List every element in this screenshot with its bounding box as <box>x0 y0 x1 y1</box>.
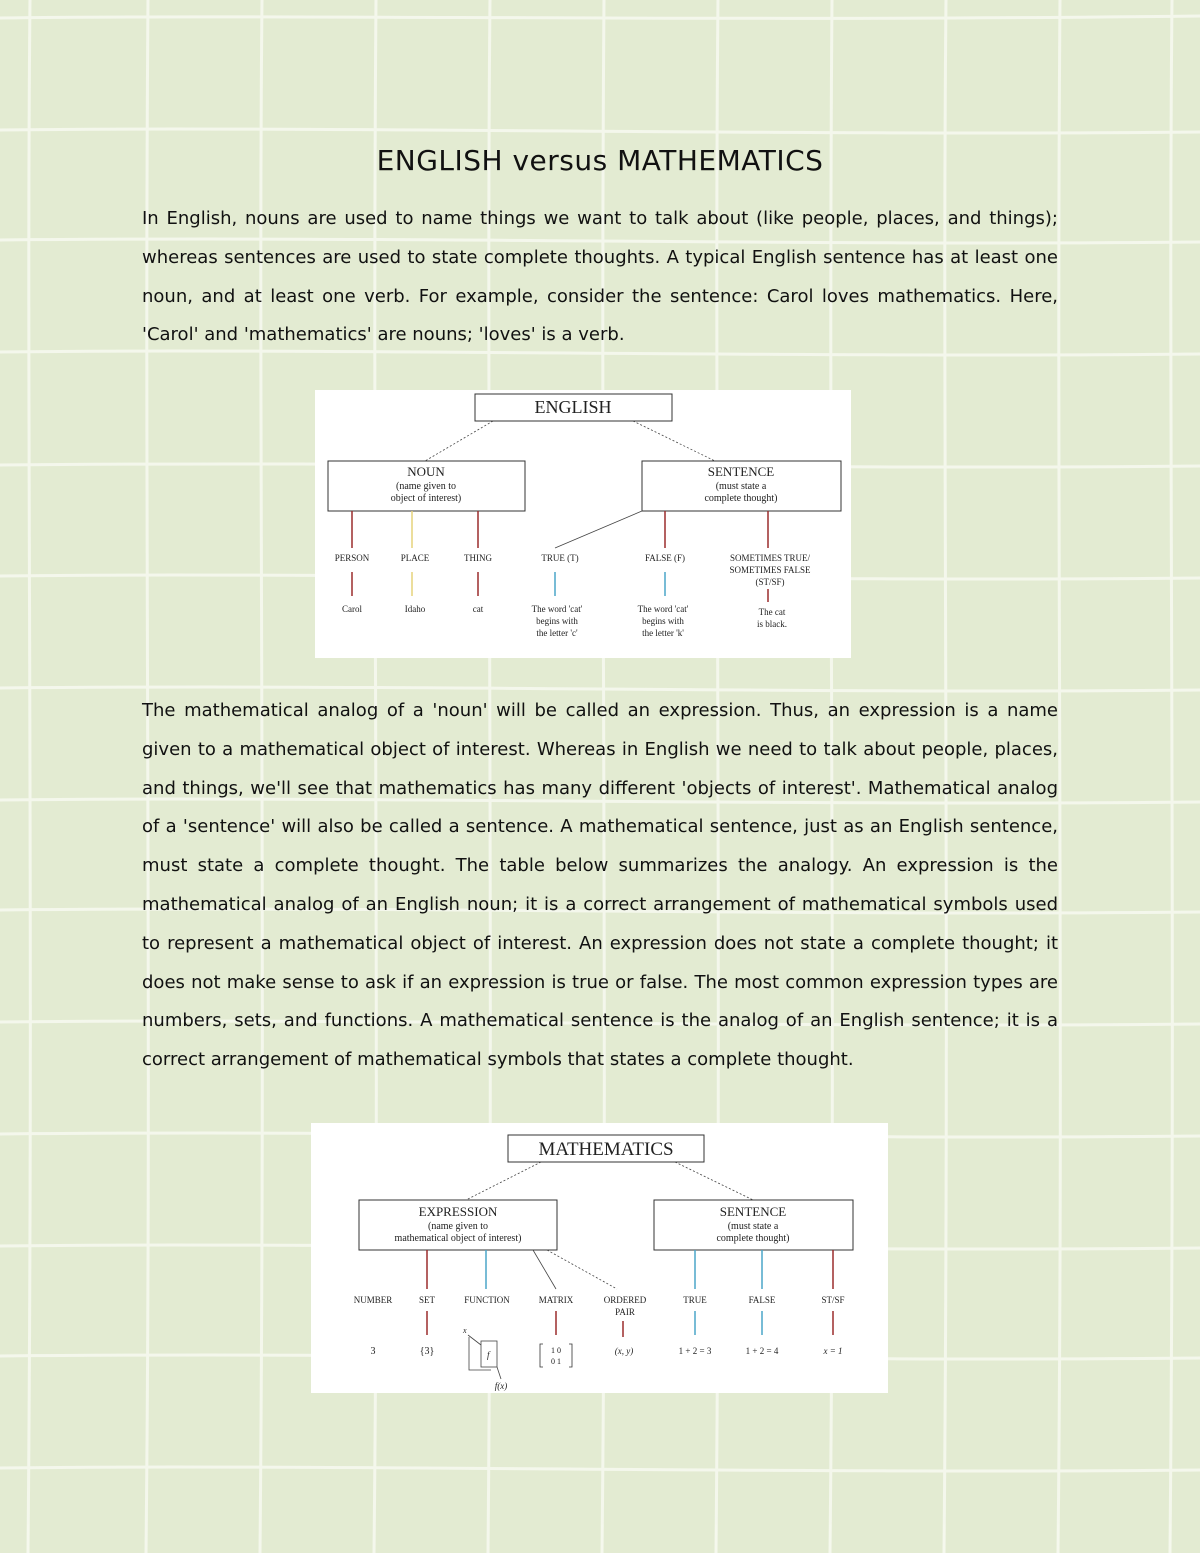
sentence-title: SENTENCE <box>707 464 775 479</box>
mathematics-diagram <box>311 1123 888 1393</box>
category-function: FUNCTION <box>464 1295 510 1305</box>
example-true: 1 + 2 = 3 <box>678 1346 712 1356</box>
example-function-fx: f(x) <box>494 1381 508 1391</box>
example-false-line-2: begins with <box>642 616 684 626</box>
example-true-line-3: the letter 'c' <box>536 628 578 638</box>
noun-title: NOUN <box>407 464 445 479</box>
category-person: PERSON <box>334 553 370 563</box>
example-set: {3} <box>419 1346 435 1357</box>
example-function-x: x <box>463 1326 467 1335</box>
math-sentence-desc-line-1: (must state a <box>727 1221 779 1232</box>
intro-paragraph: In English, nouns are used to name things we want to talk about (like people, places, and things); whereas sentences are used to state complete thoughts. A typical English sentence has at least one noun, and at least one verb. For example, consider the sentence: Carol loves mathematics. Here, 'Carol' and 'mathematics' are nouns; 'loves' is a verb. <box>142 208 1058 346</box>
function-example <box>462 1326 507 1391</box>
analogy-paragraph: The mathematical analog of a 'noun' will be called an expression. Thus, an expression is a name given to a mathematical object of interest. Whereas in English we need to talk about people, places, and things, we'll see that mathematics has many different 'objects of interest'. Mathematical analog of a 'sentence' will also be called a sentence. A mathematical sentence, just as an English sentence, must state a complete thought. The table below summarizes the analogy. An expression is the mathematical analog of an English noun; it is a correct arrangement of mathematical symbols used to represent a mathematical object of interest. An expression does not state a complete thought; it does not make sense to ask if an expression is true or false. The most common expression types are numbers, sets, and functions. A mathematical sentence is the analog of an English sentence; it is a correct arrangement of mathematical symbols that states a complete thought. <box>142 700 1058 1071</box>
category-matrix: MATRIX <box>538 1295 574 1305</box>
example-true-line-1: The word 'cat' <box>531 604 583 614</box>
category-thing: THING <box>464 553 492 563</box>
example-place: Idaho <box>404 604 426 614</box>
expression-desc-line-1: (name given to <box>428 1221 488 1232</box>
sentence-desc-line-1: (must state a <box>715 481 767 492</box>
category-number: NUMBER <box>353 1295 393 1305</box>
noun-desc-line-2: object of interest) <box>390 493 462 504</box>
category-st-sf: ST/SF <box>821 1295 845 1305</box>
category-st-sf-line-1: SOMETIMES TRUE/ <box>729 553 811 563</box>
example-stsf: x = 1 <box>823 1346 843 1356</box>
math-root-label: MATHEMATICS <box>538 1139 674 1160</box>
example-false-line-3: the letter 'k' <box>642 628 684 638</box>
sentence-desc-line-2: complete thought) <box>704 493 778 504</box>
example-pair: (x, y) <box>614 1346 634 1356</box>
category-set: SET <box>418 1295 436 1305</box>
english-diagram <box>315 390 851 658</box>
example-false: 1 + 2 = 4 <box>745 1346 779 1356</box>
example-st-line-1: The cat <box>758 607 786 617</box>
page-title: ENGLISH versus MATHEMATICS <box>376 144 824 177</box>
expression-desc-line-2: mathematical object of interest) <box>394 1233 522 1244</box>
example-false-line-1: The word 'cat' <box>637 604 689 614</box>
category-true: TRUE <box>683 1295 707 1305</box>
example-true-line-2: begins with <box>536 616 578 626</box>
example-thing: cat <box>472 604 484 614</box>
example-matrix-row-2: 0 1 <box>551 1357 561 1366</box>
example-number: 3 <box>370 1346 376 1357</box>
expression-title: EXPRESSION <box>418 1204 498 1219</box>
example-st-line-2: is black. <box>757 619 787 629</box>
math-sentence-title: SENTENCE <box>719 1204 787 1219</box>
english-root-label: ENGLISH <box>534 397 612 417</box>
category-st-sf-line-3: (ST/SF) <box>755 577 785 587</box>
category-pair-line-2: PAIR <box>615 1307 635 1317</box>
category-true: TRUE (T) <box>541 553 579 563</box>
example-person: Carol <box>342 604 362 614</box>
category-false: FALSE (F) <box>644 553 686 563</box>
category-st-sf-line-2: SOMETIMES FALSE <box>729 565 811 575</box>
noun-desc-line-1: (name given to <box>396 481 456 492</box>
matrix-example <box>540 1344 572 1367</box>
example-function-f: f <box>487 1350 490 1360</box>
math-sentence-desc-line-2: complete thought) <box>716 1233 790 1244</box>
category-place: PLACE <box>400 553 430 563</box>
category-false: FALSE <box>748 1295 776 1305</box>
example-matrix-row-1: 1 0 <box>551 1346 561 1355</box>
category-pair-line-1: ORDERED <box>603 1295 647 1305</box>
